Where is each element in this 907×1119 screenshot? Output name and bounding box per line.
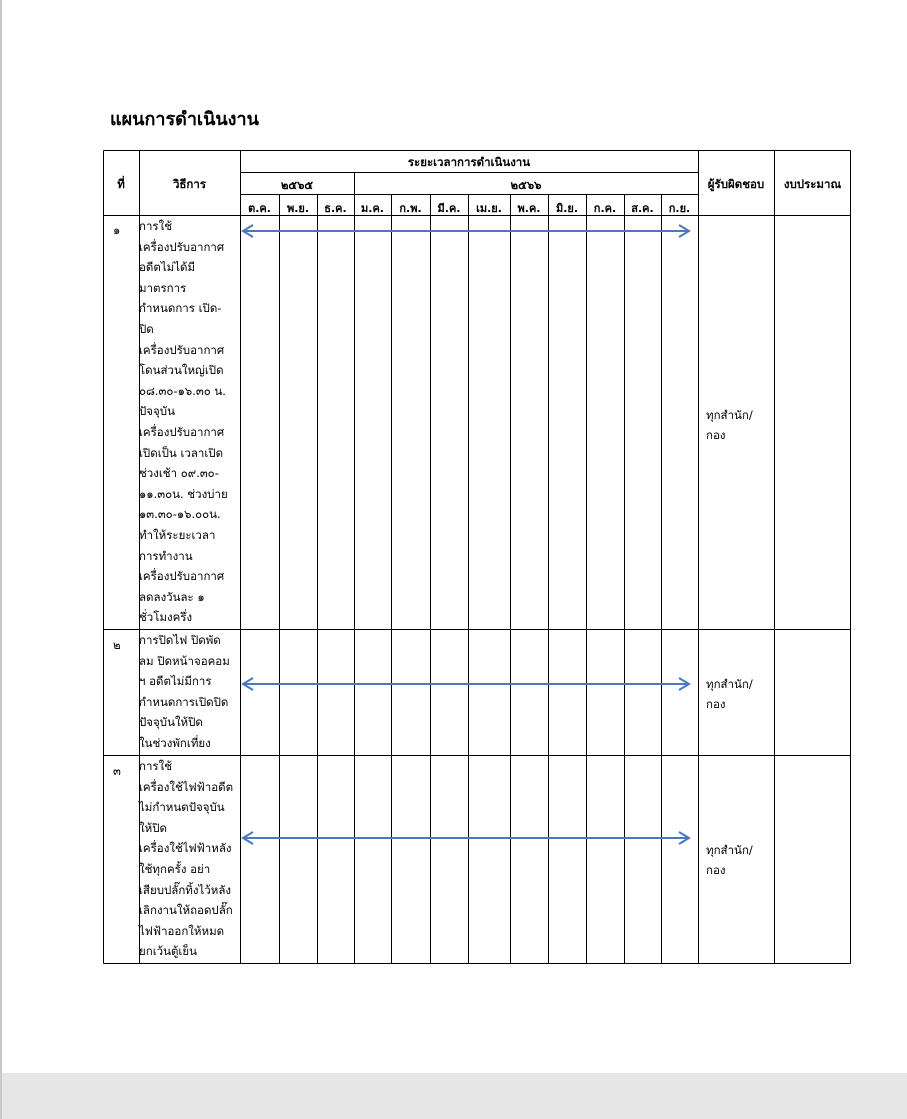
- method-line: ๑๑.๓๐น. ช่วงบ่าย: [139, 486, 228, 501]
- method-line: ไม่กำหนดปัจจุบัน: [139, 800, 225, 815]
- row-number: ๑: [113, 223, 121, 237]
- month-label: ต.ค.: [248, 202, 271, 215]
- header-responsible: ผู้รับผิดชอบ: [707, 177, 765, 191]
- responsible-cell: [706, 840, 776, 880]
- method-line: ให้ปิด: [139, 820, 167, 835]
- method-line: การใช้: [139, 219, 173, 233]
- method-line: การทำงาน: [139, 548, 193, 563]
- responsible-line: กอง: [706, 428, 726, 442]
- method-line: เสียบปลั๊กทิ้งไว้หลัง: [139, 882, 231, 897]
- method-line: เปิดเป็น เวลาเปิด: [139, 445, 224, 460]
- method-line: ฯ อดีตไม่มีการ: [139, 674, 212, 689]
- method-line: ลม ปิดหน้าจอคอม: [139, 653, 230, 668]
- method-line: เครื่องปรับอากาศ: [139, 239, 225, 254]
- responsible-cell: [706, 405, 776, 445]
- method-line: อดีตไม่ได้มี: [139, 260, 196, 275]
- method-line: ๐๘.๓๐-๑๖.๓๐ น.: [139, 383, 226, 398]
- document-page: [2, 0, 907, 1073]
- method-line: ในช่วงพักเที่ยง: [139, 735, 211, 750]
- timeline-arrow: [243, 225, 689, 237]
- method-line: เครื่องปรับอากาศ: [139, 342, 225, 357]
- method-cell: [139, 630, 230, 754]
- month-label: พ.ย.: [286, 202, 310, 215]
- method-line: ๑๓.๓๐-๑๖.๐๐น.: [139, 507, 221, 522]
- method-line: เครื่องปรับอากาศ: [139, 424, 225, 439]
- month-label: ธ.ค.: [324, 202, 347, 215]
- responsible-line: ทุกสำนัก/: [706, 677, 753, 691]
- plan-table: [103, 150, 851, 964]
- header-period: ระยะเวลาการดำเนินงาน: [407, 155, 531, 169]
- method-line: ชั่วโมงครึ่ง: [139, 610, 193, 625]
- header-no: ที่: [117, 177, 125, 191]
- page-title: แผนการดำเนินงาน: [110, 109, 259, 130]
- responsible-line: กอง: [706, 863, 726, 877]
- responsible-line: ทุกสำนัก/: [706, 843, 753, 857]
- responsible-line: ทุกสำนัก/: [706, 408, 753, 422]
- month-label: พ.ค.: [517, 202, 541, 215]
- method-line: เครื่องใช้ไฟฟ้าหลัง: [139, 841, 232, 856]
- month-label: ก.ค.: [593, 202, 617, 215]
- method-line: กำหนดการเปิดปิด: [139, 694, 229, 709]
- method-line: การปิดไฟ ปิดพัด: [139, 633, 221, 647]
- method-line: ใช้ทุกครั้ง อย่า: [139, 861, 211, 876]
- method-line: ยกเว้นตู้เย็น: [139, 944, 197, 959]
- method-line: เครื่องปรับอากาศ: [139, 569, 225, 584]
- timeline-arrow: [243, 678, 689, 690]
- method-line: ปัจจุบัน: [139, 404, 175, 419]
- timeline-arrow: [243, 832, 689, 844]
- method-line: ไฟฟ้าออกให้หมด: [139, 923, 225, 938]
- method-line: การใช้: [139, 759, 173, 773]
- month-label: ก.ย.: [668, 202, 691, 215]
- method-line: ช่วงเช้า ๐๙.๓๐-: [139, 466, 219, 481]
- responsible-cell: [706, 674, 776, 714]
- row-number: ๒: [113, 638, 121, 652]
- month-label: มิ.ย.: [555, 202, 579, 215]
- month-label: ม.ค.: [361, 202, 384, 215]
- method-line: เครื่องใช้ไฟฟ้าอดีต: [139, 779, 234, 794]
- month-label: ก.พ.: [399, 202, 422, 215]
- month-label: มี.ค.: [437, 202, 461, 215]
- method-line: กำหนดการ เปิด-: [139, 301, 222, 316]
- responsible-line: กอง: [706, 697, 726, 711]
- method-line: ปัจจุบันให้ปิด: [139, 715, 203, 730]
- method-line: โดนส่วนใหญ่เปิด: [139, 363, 224, 378]
- header-year-2565: ๒๕๖๕: [280, 178, 314, 192]
- month-label: เม.ย.: [476, 202, 502, 215]
- method-line: ทำให้ระยะเวลา: [139, 527, 216, 542]
- method-cell: [139, 756, 233, 962]
- method-cell: [139, 216, 228, 628]
- method-line: ลดลงวันละ ๑: [139, 589, 205, 604]
- method-line: มาตรการ: [139, 280, 187, 295]
- header-method: วิธีการ: [172, 177, 207, 191]
- method-line: ปิด: [139, 321, 154, 336]
- method-line: เลิกงานให้ถอดปลั๊ก: [139, 903, 233, 918]
- month-label: ส.ค.: [631, 202, 654, 215]
- header-budget: งบประมาณ: [783, 177, 842, 191]
- row-number: ๓: [113, 764, 121, 778]
- header-year-2566: ๒๕๖๖: [510, 178, 542, 192]
